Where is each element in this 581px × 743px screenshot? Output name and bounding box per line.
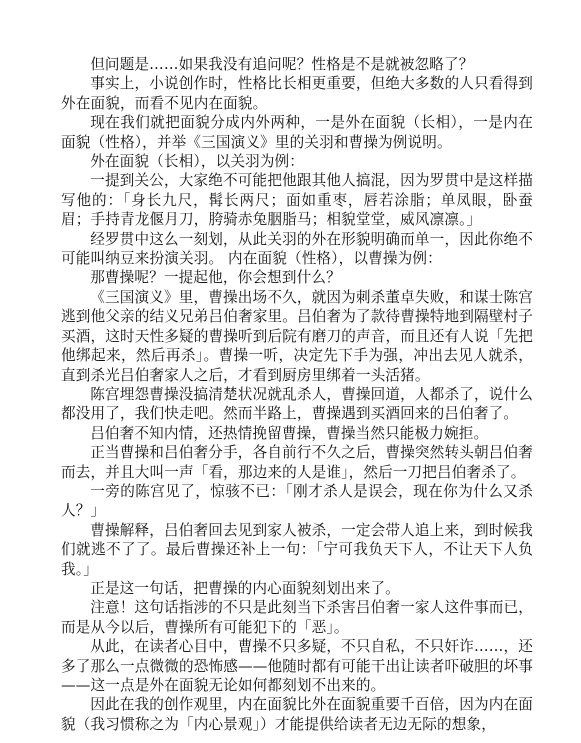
paragraph: 因此在我的创作观里，内在面貌比外在面貌重要千百倍，因为内在面貌（我习惯称之为「内心景观」）才能提供给读者无边无际的想象， xyxy=(61,696,533,733)
paragraph: 一旁的陈宫见了，惊骇不已：「刚才杀人是误会，现在你为什么又杀人？」 xyxy=(61,482,533,520)
paragraph: 经罗贯中这么一刻划，从此关羽的外在形貌明确而单一，因此你绝不可能叫纳豆来扮演关羽。 内在面貌（性格），以曹操为例： xyxy=(61,230,533,268)
paragraph: 吕伯奢不知内情，还热情挽留曹操，曹操当然只能极力婉拒。 xyxy=(90,424,489,442)
paragraph: 正是这一句话，把曹操的内心面貌刻划出来了。 xyxy=(90,579,400,597)
paragraph: 一提到关公，大家绝不可能把他跟其他人搞混，因为罗贯中是这样描写他的：「身长九尺，髯长两尺；面如重枣，唇若涂脂；单凤眼，卧蚕眉；手持青龙偃月刀，胯骑赤兔胭脂马；相貌堂堂，威风凛凛。」 xyxy=(61,172,533,229)
paragraph: 注意！这句话指涉的不只是此刻当下杀害吕伯奢一家人这件事而已，而是从今以后，曹操所有可能犯下的「恶」。 xyxy=(61,599,533,636)
paragraph: 外在面貌（长相），以关羽为例： xyxy=(90,153,305,171)
paragraph: 但问题是……如果我没有追问呢？性格是不是就被忽略了？ xyxy=(90,56,474,73)
paragraph: 从此，在读者心目中，曹操不只多疑，不只自私，不只奸诈……，还多了那么一点微微的恐怖感——他随时都有可能干出让读者吓破胆的坏事——这一点是外在面貌无论如何都刻划不出来的。 xyxy=(61,638,533,694)
paragraph: 曹操解释，吕伯奢回去见到家人被杀，一定会带人追上来，到时候我们就逃不了了。最后曹操还补上一句：「宁可我负天下人，不让天下人负我。」 xyxy=(61,521,533,578)
paragraph: 《三国演义》里，曹操出场不久，就因为刺杀董卓失败，和谋士陈宫逃到他父亲的结义兄弟吕伯奢家里。吕伯奢为了款待曹操特地到隔壁村子买酒，这时天性多疑的曹操听到后院有磨刀的声音，而且还有人说「先把他绑起来，然后再杀」。曹操一听，决定先下手为强，冲出去见人就杀，直到杀光吕伯奢家人之后，才看到厨房里绑着一头活猪。 xyxy=(61,288,533,384)
paragraph: 事实上，小说创作时，性格比长相更重要，但绝大多数的人只看得到外在面貌，而看不见内在面貌。 xyxy=(61,75,533,112)
paragraph: 陈宫埋怨曹操没搞清楚状况就乱杀人，曹操回道，人都杀了，说什么都没用了，我们快走吧。然而半路上，曹操遇到买酒回来的吕伯奢了。 xyxy=(61,385,533,423)
paragraph: 正当曹操和吕伯奢分手，各自前行不久之后，曹操突然转头朝吕伯奢而去，并且大叫一声「看，那边来的人是谁」，然后一刀把吕伯奢杀了。 xyxy=(61,444,533,481)
paragraph: 现在我们就把面貌分成内外两种，一是外在面貌（长相），一是内在面貌（性格），并举《三国演义》里的关羽和曹操为例说明。 xyxy=(61,114,533,151)
paragraph: 那曹操呢？一提起他，你会想到什么？ xyxy=(90,269,341,287)
